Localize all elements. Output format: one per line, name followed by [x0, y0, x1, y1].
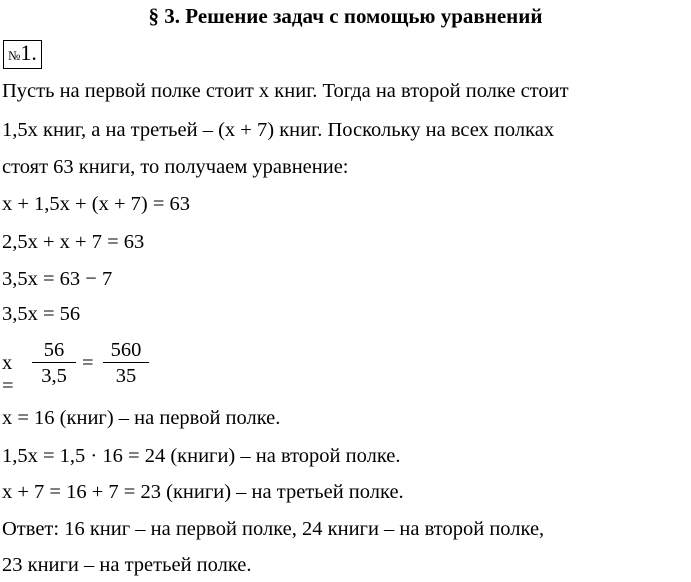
equation-line: 3,5x = 56 [2, 303, 81, 325]
answer-line: Ответ: 16 книг – на первой полке, 24 книги – на второй полке, [2, 518, 545, 540]
answer-line: 23 книги – на третьей полке. [2, 554, 252, 576]
fraction-lhs: x = [2, 352, 14, 397]
fraction-2-denominator: 35 [115, 365, 137, 387]
result-line: x + 7 = 16 + 7 = 23 (книги) – на третьей полке. [2, 481, 404, 503]
equation-line: 3,5x = 63 − 7 [2, 268, 113, 290]
section-title: § 3. Решение задач с помощью уравнений [148, 4, 543, 28]
fraction-2 [103, 338, 149, 387]
text-line: стоят 63 книги, то получаем уравнение: [2, 156, 349, 178]
equation-line: 2,5x + x + 7 = 63 [2, 231, 145, 253]
result-line: 1,5x = 1,5 · 16 = 24 (книги) – на второй полке. [2, 445, 401, 467]
fraction-1-denominator: 3,5 [41, 365, 67, 387]
text-line: 1,5x книг, а на третьей – (x + 7) книг. Поскольку на всех полках [2, 119, 555, 141]
text-line: Пусть на первой полке стоит x книг. Тогда на второй полке стоит [2, 80, 569, 102]
result-line: x = 16 (книг) – на первой полке. [2, 407, 281, 429]
problem-number: 1. [20, 40, 37, 65]
fraction-1 [32, 338, 76, 387]
fraction-1-numerator: 56 [43, 339, 65, 361]
fraction-2-numerator: 560 [110, 339, 142, 361]
equation-line: x + 1,5x + (x + 7) = 63 [2, 193, 191, 215]
number-sign: № [8, 48, 21, 63]
fraction-equals: = [82, 352, 94, 374]
problem-number-box [3, 40, 42, 69]
